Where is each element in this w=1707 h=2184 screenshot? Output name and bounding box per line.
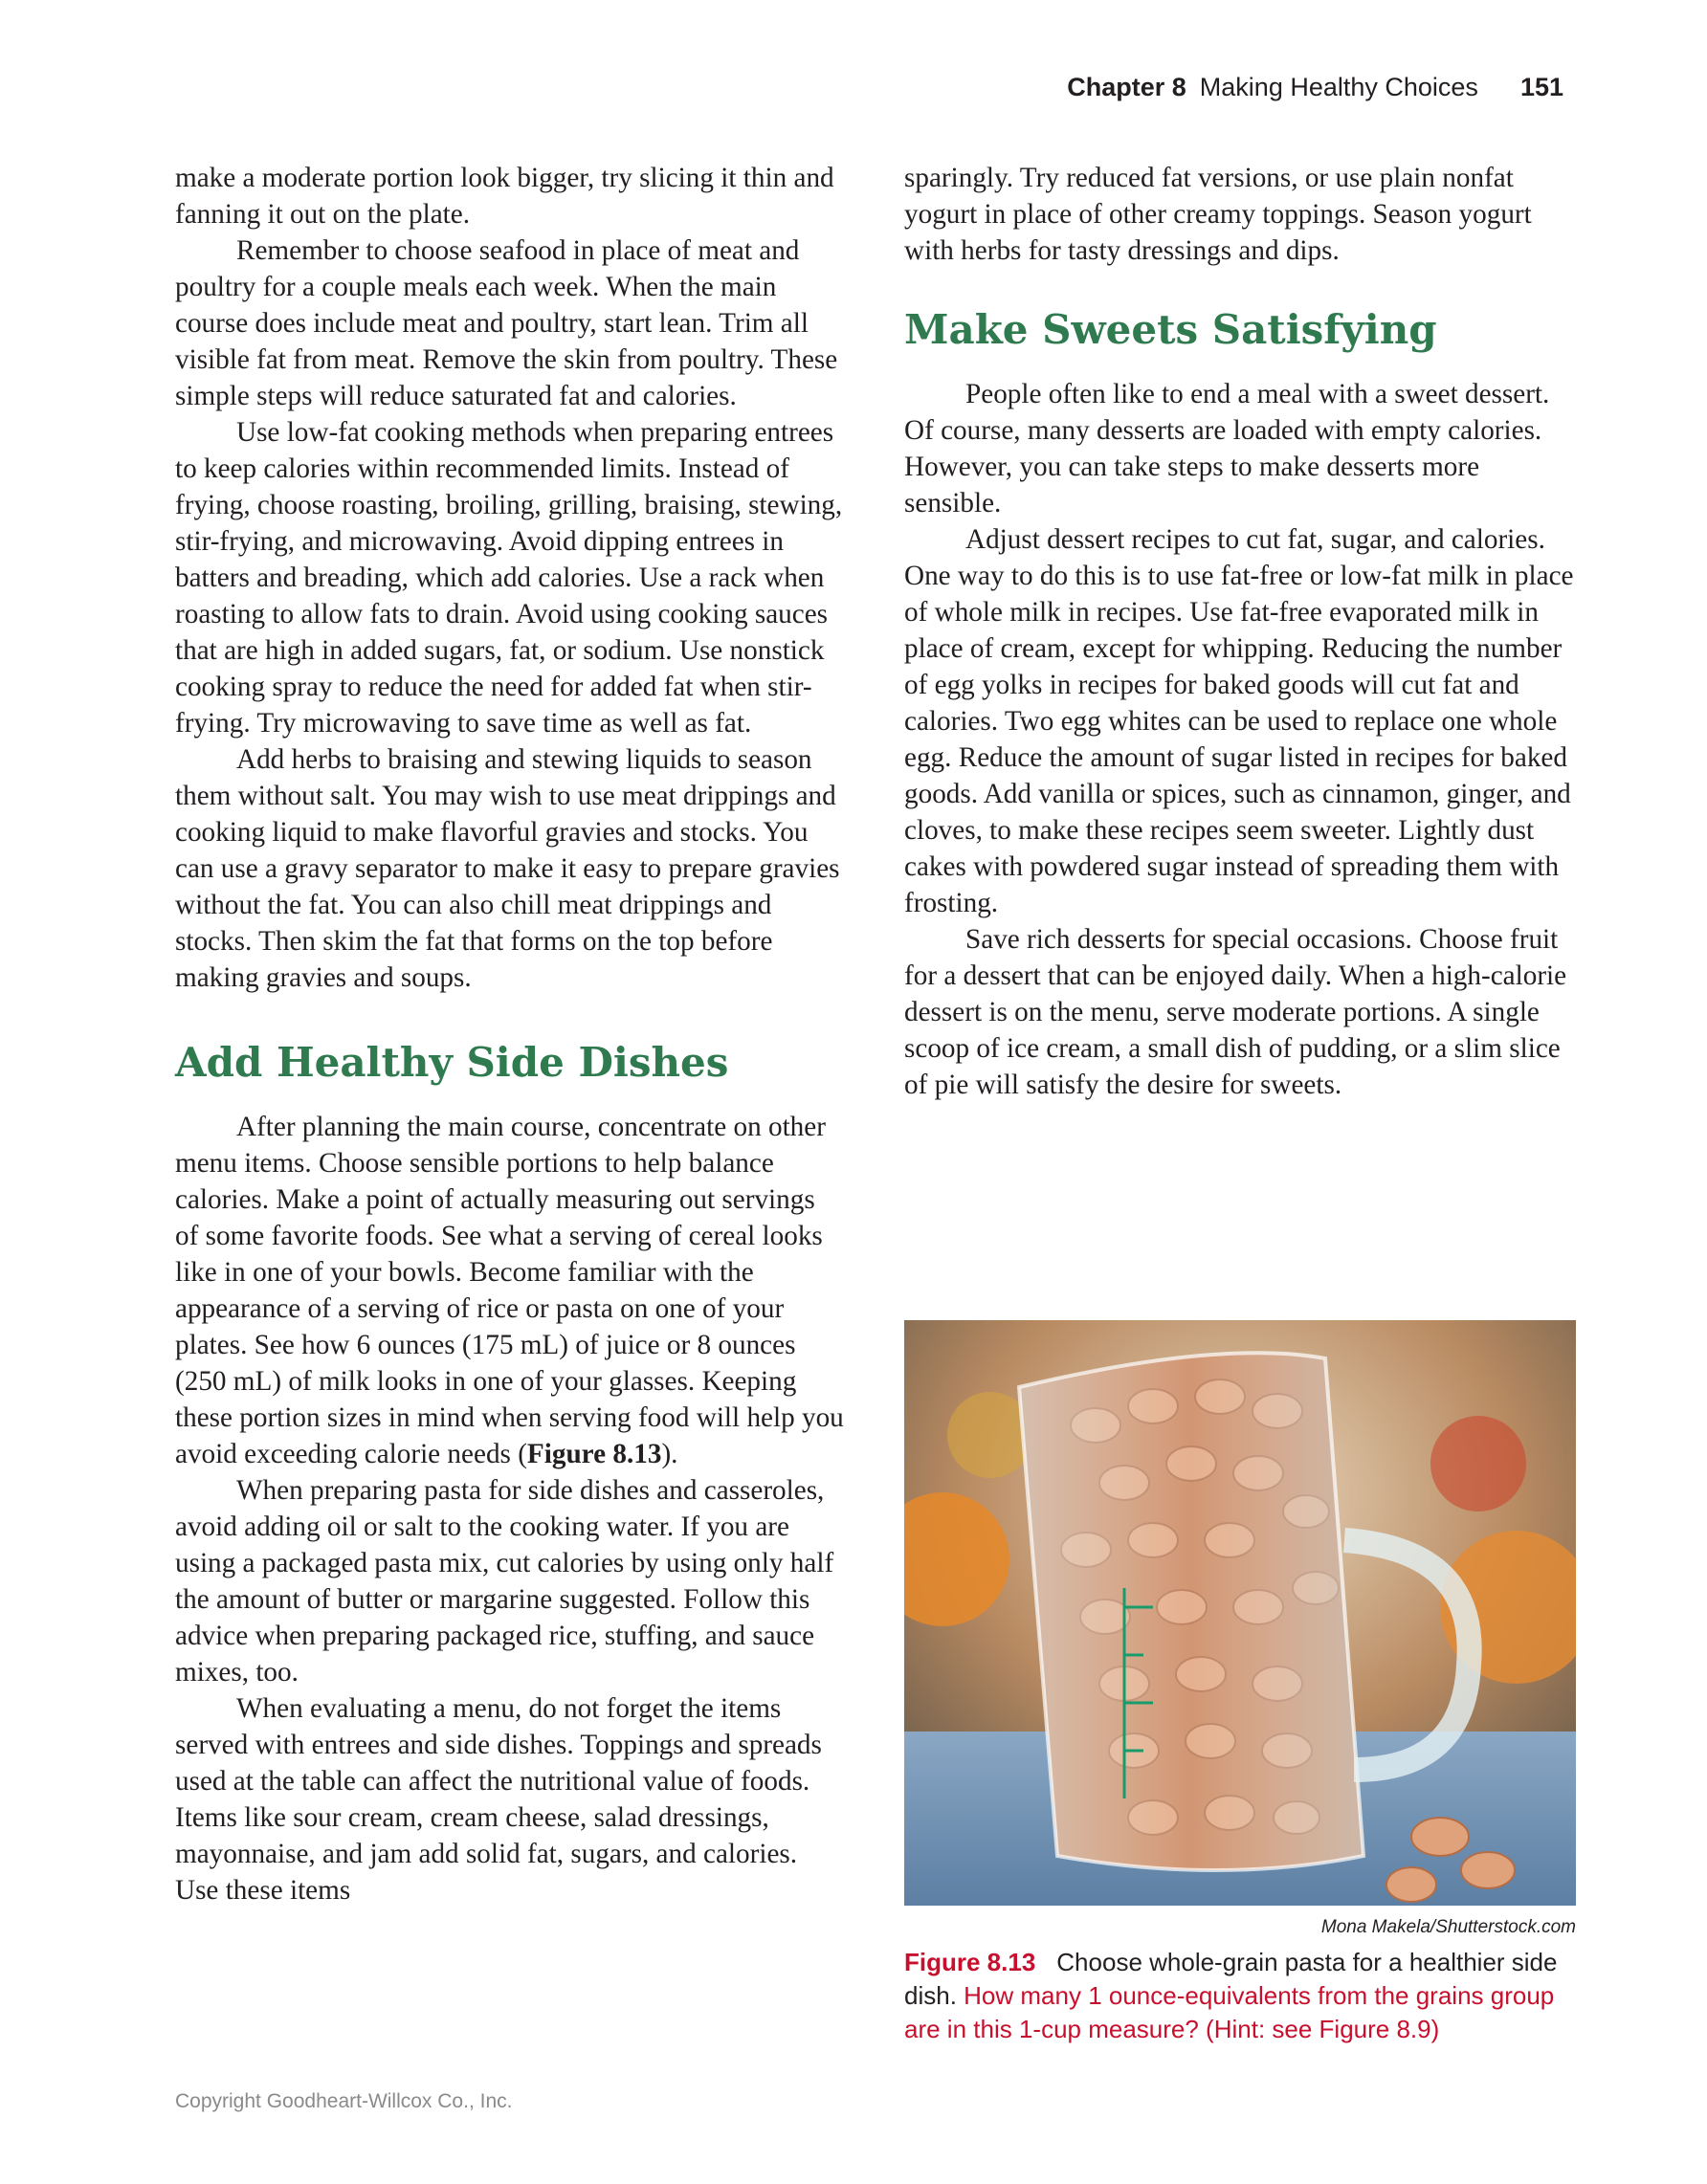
figure-caption — [904, 1946, 1584, 2046]
paragraph: Add herbs to braising and stewing liquids to season them without salt. You may wish to use meat drippings and cooking liquid to make flavorful gravies and stocks. You can use a gravy separator to make it easy to prepare gravies without the fat. You can also chill meat drippings and stocks. Then skim the fat that forms on the top before making gravies and soups. — [175, 744, 840, 993]
paragraph: make a moderate portion look bigger, try slicing it thin and fanning it out on the plate. — [175, 163, 834, 230]
caption-text: Choose whole-grain pasta for a healthier side dish. — [904, 1948, 1558, 2010]
paragraph: Save rich desserts for special occasions. Choose fruit for a dessert that can be enjoyed daily. When a high-calorie dessert is on the menu, serve moderate portions. A single scoop of ice cream, a small dish of pudding, or a slim slice of pie will satisfy the desire for sweets. — [904, 924, 1567, 1100]
paragraph — [175, 1109, 845, 1472]
figure-label: Figure 8.13 — [904, 1948, 1036, 1976]
paragraph: Use low-fat cooking methods when preparing entrees to keep calories within recommended limits. Instead of frying, choose roasting, broiling, grilling, braising, stewing, stir-frying, and microwaving. Avoid dipping entrees in batters and breading, which add calories. Use a rack when roasting to allow fats to drain. Avoid using cooking sauces that are high in added sugars, fat, or sodium. Use nonstick cooking spray to reduce the need for added fat when stir-frying. Try microwaving to save time as well as fat. — [175, 417, 843, 739]
paragraph-text: After planning the main course, concentrate on other menu items. Choose sensible portions to help balance calories. Make a point of actually measuring out servings of some favorite foods. See what a serving of cereal looks like in one of your bowls. Become familiar with the appearance of a serving of rice or pasta on one of your plates. See how 6 ounces (175 mL) of juice or 8 ounces (250 mL) of milk looks in one of your glasses. Keeping these portion sizes in mind when serving food will help you avoid exceeding calorie needs ( — [175, 1112, 844, 1469]
copyright-footer: Copyright Goodheart-Willcox Co., Inc. — [175, 2090, 513, 2112]
photo-illustration — [904, 1320, 1576, 1906]
caption-question: How many 1 ounce-equivalents from the grains group are in this 1-cup measure? (Hint: see Figure 8.9) — [904, 1981, 1555, 2043]
section-heading: Make Sweets Satisfying — [904, 306, 1437, 353]
chapter-title: Making Healthy Choices — [1199, 73, 1478, 101]
left-column — [175, 160, 845, 1908]
pasta-measuring-cup-photo — [904, 1320, 1576, 1906]
paragraph: People often like to end a meal with a sweet dessert. Of course, many desserts are loaded with empty calories. However, you can take steps to make desserts more sensible. — [904, 379, 1550, 518]
section-heading: Add Healthy Side Dishes — [175, 1039, 729, 1086]
page-number: 151 — [1519, 73, 1563, 101]
paragraph: Remember to choose seafood in place of meat and poultry for a couple meals each week. When the main course does include meat and poultry, start lean. Trim all visible fat from meat. Remove the skin from poultry. These simple steps will reduce saturated fat and calories. — [175, 235, 838, 411]
paragraph: When preparing pasta for side dishes and casseroles, avoid adding oil or salt to the cooking water. If you are using a packaged pasta mix, cut calories by using only half the amount of butter or margarine suggested. Follow this advice when preparing packaged rice, stuffing, and sauce mixes, too. — [175, 1475, 834, 1688]
photo-credit: Mona Makela/Shutterstock.com — [1320, 1917, 1576, 1937]
paragraph-text: ). — [661, 1439, 678, 1469]
paragraph: When evaluating a menu, do not forget the items served with entrees and side dishes. Toppings and spreads used at the table can affect the nutritional value of foods. Items like sour cream, cream cheese, salad dressings, mayonnaise, and jam add solid fat, sugars, and calories. Use these items — [175, 1693, 822, 1906]
paragraph: sparingly. Try reduced fat versions, or use plain nonfat yogurt in place of other creamy toppings. Season yogurt with herbs for tasty dressings and dips. — [904, 163, 1532, 266]
running-header — [1067, 73, 1563, 102]
figure-reference: Figure 8.13 — [526, 1439, 662, 1469]
paragraph: Adjust dessert recipes to cut fat, sugar, and calories. One way to do this is to use fat-free or low-fat milk in place of whole milk in recipes. Use fat-free evaporated milk in place of cream, except for whipping. Reducing the number of egg yolks in recipes for baked goods will cut fat and calories. Two egg whites can be used to replace one whole egg. Reduce the amount of sugar listed in recipes for baked goods. Add vanilla or spices, such as cinnamon, ginger, and cloves, to make these recipes seem sweeter. Lightly dust cakes with powdered sugar instead of spreading them with frosting. — [904, 524, 1574, 918]
right-column — [904, 160, 1574, 1103]
chapter-label: Chapter 8 — [1067, 73, 1186, 101]
